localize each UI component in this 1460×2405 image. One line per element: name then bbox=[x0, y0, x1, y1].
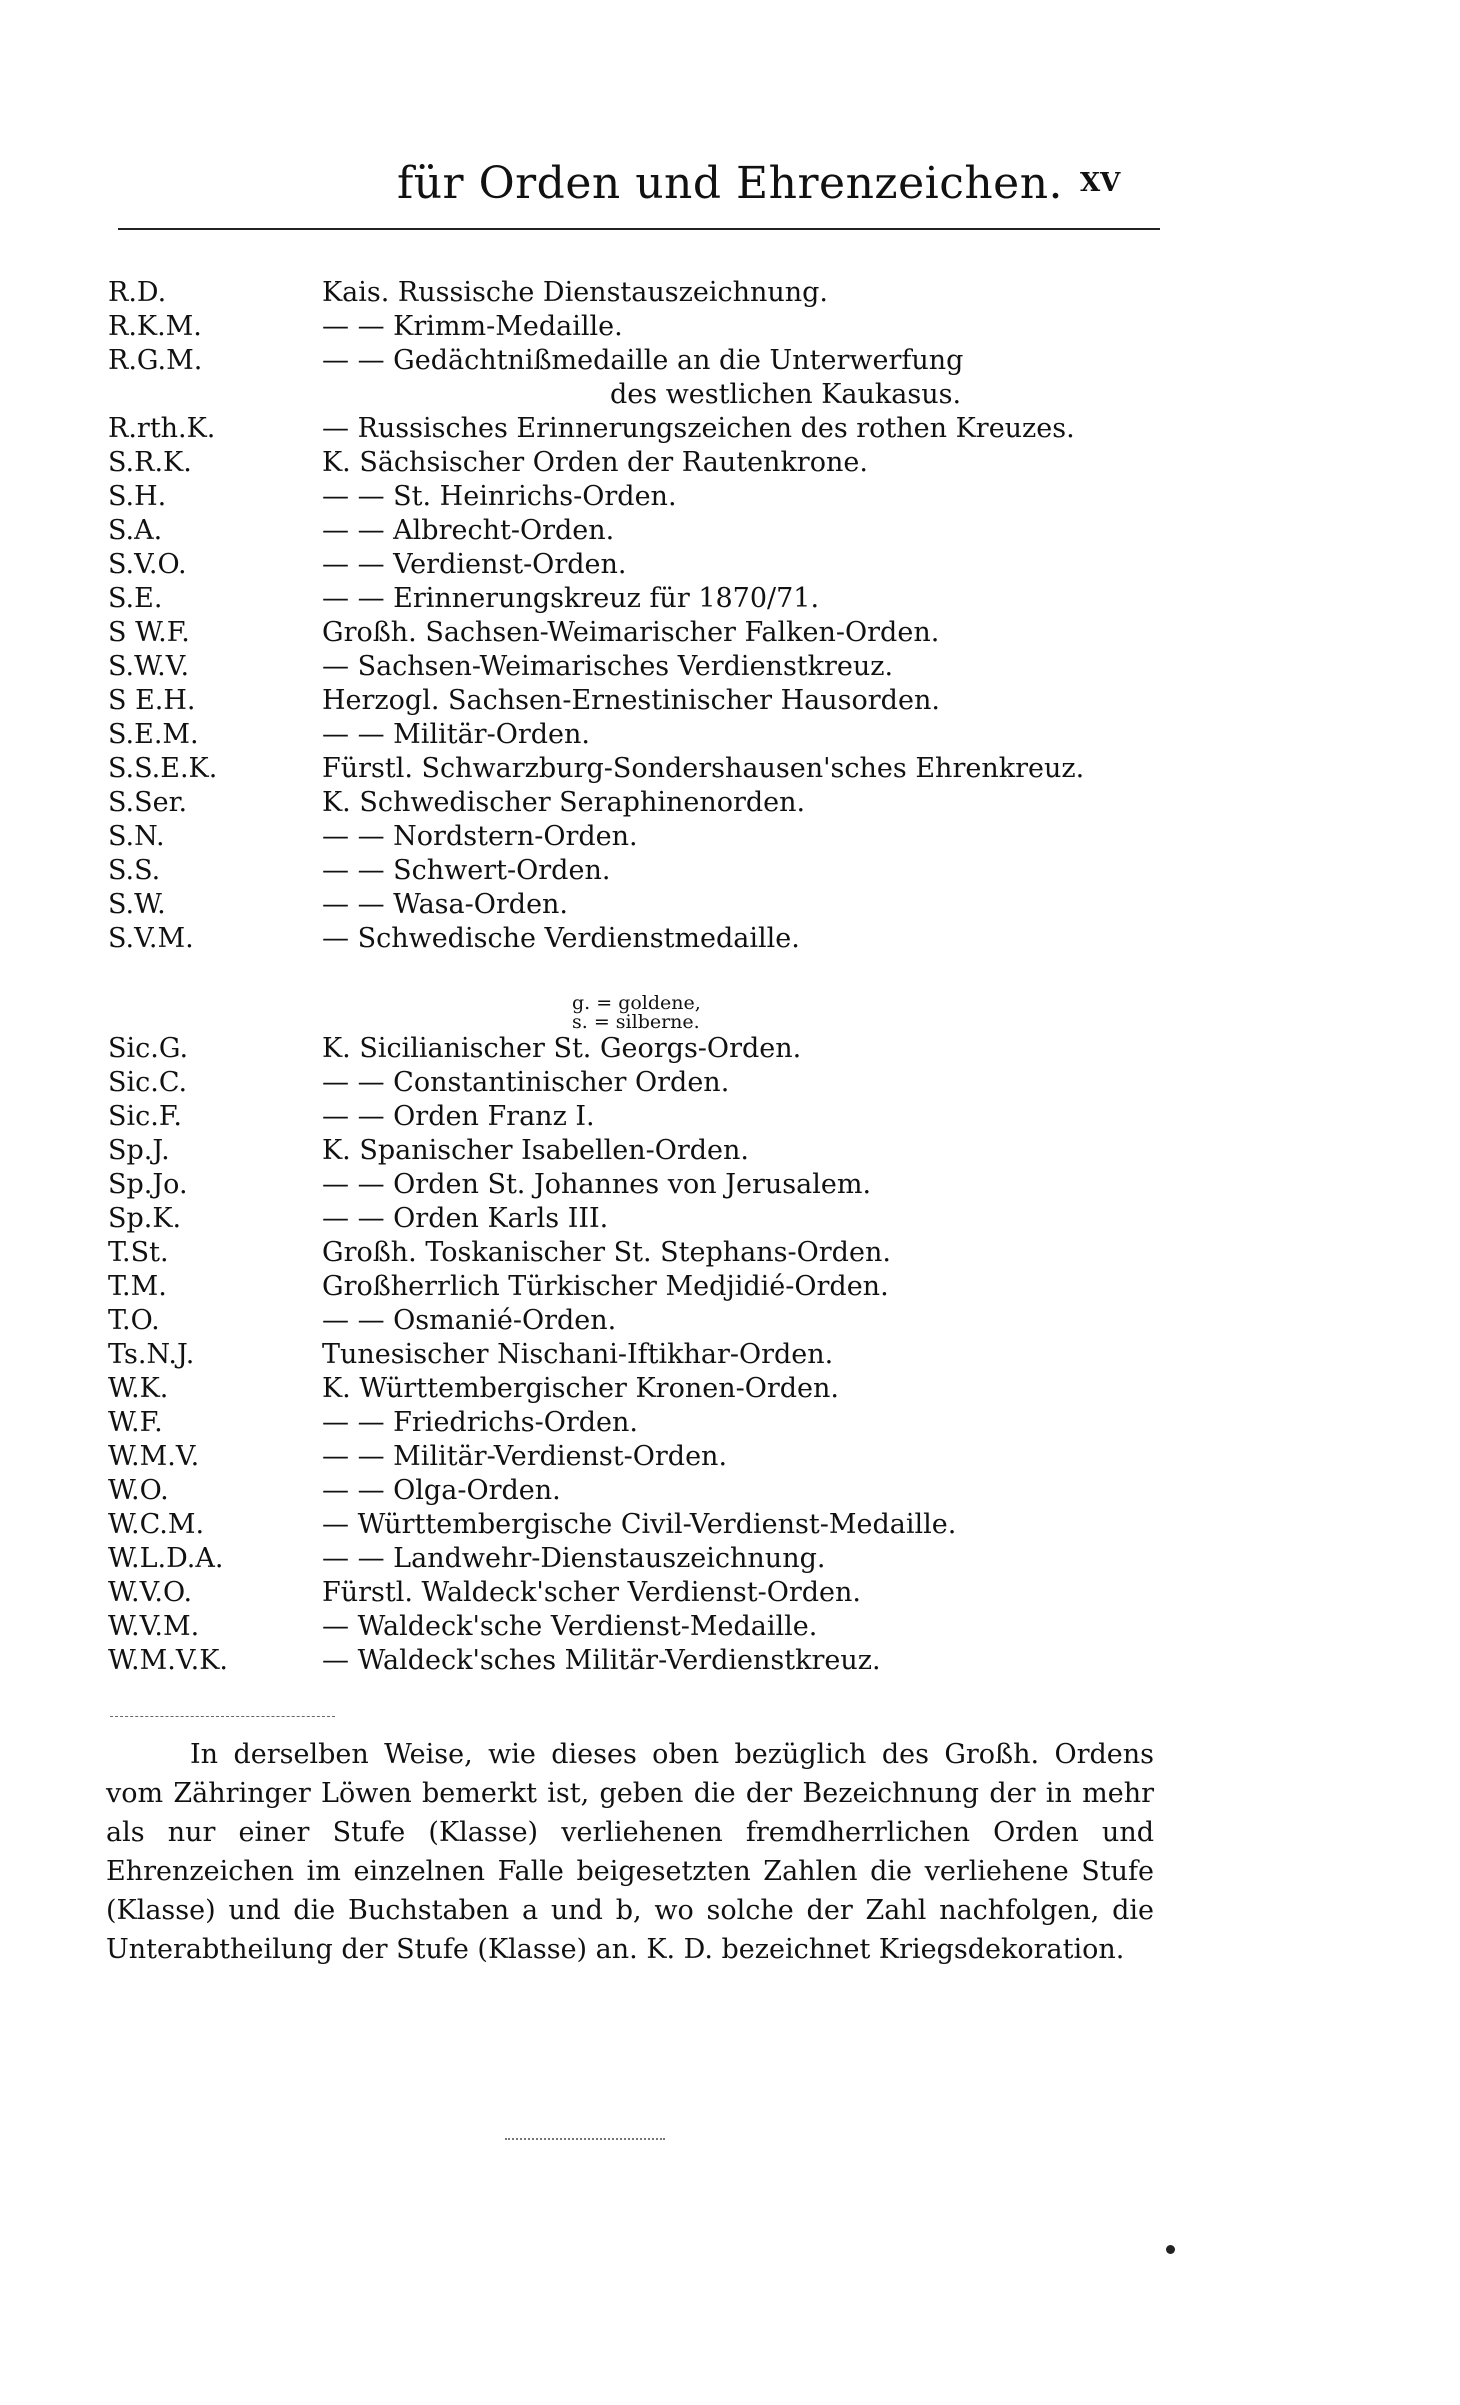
page-title: für Orden und Ehrenzeichen. bbox=[396, 158, 1064, 209]
list-item bbox=[0, 276, 1460, 310]
list-item bbox=[0, 1406, 1460, 1440]
abbreviation: Sic.F. bbox=[108, 1101, 182, 1132]
list-item bbox=[0, 684, 1460, 718]
list-item bbox=[0, 1134, 1460, 1168]
description: — — Osmanié-Orden. bbox=[322, 1305, 617, 1336]
description: K. Württembergischer Kronen-Orden. bbox=[322, 1373, 839, 1404]
abbreviation: S.R.K. bbox=[108, 447, 192, 478]
list-item bbox=[0, 922, 1460, 956]
list-item bbox=[0, 582, 1460, 616]
abbreviation: Sic.G. bbox=[108, 1033, 189, 1064]
abbreviation: T.O. bbox=[108, 1305, 160, 1336]
abbreviation: T.St. bbox=[108, 1237, 169, 1268]
abbreviation: Ts.N.J. bbox=[108, 1339, 195, 1370]
list-item bbox=[0, 888, 1460, 922]
list-item bbox=[0, 752, 1460, 786]
abbreviation: S.W. bbox=[108, 889, 166, 920]
abbreviation: R.G.M. bbox=[108, 345, 203, 376]
abbreviation: W.L.D.A. bbox=[108, 1543, 224, 1574]
abbreviation: S E.H. bbox=[108, 685, 196, 716]
list-item bbox=[0, 446, 1460, 480]
abbreviation: S.V.O. bbox=[108, 549, 187, 580]
abbreviation: R.K.M. bbox=[108, 311, 202, 342]
description: — — Orden St. Johannes von Jerusalem. bbox=[322, 1169, 872, 1200]
description: — — Albrecht-Orden. bbox=[322, 515, 615, 546]
description: Fürstl. Waldeck'scher Verdienst-Orden. bbox=[322, 1577, 861, 1608]
description: K. Spanischer Isabellen-Orden. bbox=[322, 1135, 749, 1166]
abbreviation: S.S. bbox=[108, 855, 161, 886]
abbreviation: S.E. bbox=[108, 583, 163, 614]
abbreviation: S W.F. bbox=[108, 617, 190, 648]
abbreviation: Sp.K. bbox=[108, 1203, 182, 1234]
header-rule bbox=[118, 228, 1160, 230]
description: — Russisches Erinnerungszeichen des rothen Kreuzes. bbox=[322, 413, 1075, 444]
list-item bbox=[0, 1338, 1460, 1372]
list-item bbox=[0, 1168, 1460, 1202]
list-item bbox=[0, 1542, 1460, 1576]
section-divider bbox=[110, 1716, 335, 1717]
description: Großh. Sachsen-Weimarischer Falken-Orden. bbox=[322, 617, 940, 648]
description: — — Constantinischer Orden. bbox=[322, 1067, 730, 1098]
description: Großh. Toskanischer St. Stephans-Orden. bbox=[322, 1237, 891, 1268]
list-item bbox=[0, 1202, 1460, 1236]
page-number: XV bbox=[1080, 168, 1121, 198]
description: — — Wasa-Orden. bbox=[322, 889, 569, 920]
list-item bbox=[0, 378, 1460, 412]
description: — — Orden Franz I. bbox=[322, 1101, 595, 1132]
description: — — Landwehr-Dienstauszeichnung. bbox=[322, 1543, 826, 1574]
abbreviation: W.V.M. bbox=[108, 1611, 200, 1642]
description: — — Friedrichs-Orden. bbox=[322, 1407, 639, 1438]
description: Kais. Russische Dienstauszeichnung. bbox=[322, 277, 828, 308]
list-item bbox=[0, 1066, 1460, 1100]
abbreviation: S.S.E.K. bbox=[108, 753, 218, 784]
list-item bbox=[0, 1474, 1460, 1508]
list-item bbox=[0, 650, 1460, 684]
description: — — Olga-Orden. bbox=[322, 1475, 561, 1506]
description: — — St. Heinrichs-Orden. bbox=[322, 481, 677, 512]
list-item bbox=[0, 1508, 1460, 1542]
list-item bbox=[0, 412, 1460, 446]
description: — — Gedächtnißmedaille an die Unterwerfung bbox=[322, 345, 964, 376]
abbreviation: S.H. bbox=[108, 481, 167, 512]
abbreviation: R.D. bbox=[108, 277, 167, 308]
abbreviation: S.W.V. bbox=[108, 651, 190, 682]
explanatory-paragraph: In derselben Weise, wie dieses oben bezüglich des Großh. Ordens vom Zähringer Löwen bemerkt ist, geben die der Bezeichnung der in mehr als nur einer Stufe (Klasse) verliehenen fremdherrlichen Orden und Ehrenzeichen im einzelnen Falle beigesetzten Zahlen die verliehene Stufe (Klasse) und die Buchstaben a und b, wo solche der Zahl nachfolgen, die Unterabtheilung der Stufe (Klasse) an. K. D. bezeichnet Kriegsdekoration. bbox=[106, 1739, 1154, 1965]
description: — — Nordstern-Orden. bbox=[322, 821, 638, 852]
abbreviation: W.M.V. bbox=[108, 1441, 200, 1472]
abbreviation: S.V.M. bbox=[108, 923, 194, 954]
abbreviation: S.E.M. bbox=[108, 719, 199, 750]
abbreviation: Sp.Jo. bbox=[108, 1169, 188, 1200]
list-item bbox=[0, 480, 1460, 514]
medal-note-silver: s. = silberne. bbox=[572, 1011, 700, 1033]
abbreviation: T.M. bbox=[108, 1271, 167, 1302]
ink-dot bbox=[1166, 2245, 1175, 2254]
description: — — Militär-Verdienst-Orden. bbox=[322, 1441, 728, 1472]
list-item bbox=[0, 1100, 1460, 1134]
description: Großherrlich Türkischer Medjidié-Orden. bbox=[322, 1271, 889, 1302]
list-item bbox=[0, 1440, 1460, 1474]
list-item bbox=[0, 1372, 1460, 1406]
list-item bbox=[0, 1576, 1460, 1610]
list-item bbox=[0, 1032, 1460, 1066]
abbreviation: Sic.C. bbox=[108, 1067, 188, 1098]
abbreviation: W.V.O. bbox=[108, 1577, 193, 1608]
list-item bbox=[0, 854, 1460, 888]
list-item bbox=[0, 310, 1460, 344]
abbreviation: Sp.J. bbox=[108, 1135, 170, 1166]
list-item bbox=[0, 1644, 1460, 1678]
description: — Waldeck'sche Verdienst-Medaille. bbox=[322, 1611, 818, 1642]
abbreviation: S.N. bbox=[108, 821, 165, 852]
abbreviation: W.K. bbox=[108, 1373, 169, 1404]
description: Herzogl. Sachsen-Ernestinischer Hausorden. bbox=[322, 685, 940, 716]
description: — — Erinnerungskreuz für 1870/71. bbox=[322, 583, 820, 614]
list-item bbox=[0, 1270, 1460, 1304]
end-ornament bbox=[505, 2138, 665, 2140]
description: K. Sicilianischer St. Georgs-Orden. bbox=[322, 1033, 802, 1064]
medal-note-gold: g. = goldene, bbox=[572, 992, 701, 1014]
description: — Sachsen-Weimarisches Verdienstkreuz. bbox=[322, 651, 894, 682]
description: des westlichen Kaukasus. bbox=[610, 379, 962, 410]
list-item bbox=[0, 820, 1460, 854]
description: — — Krimm-Medaille. bbox=[322, 311, 623, 342]
abbreviation: W.F. bbox=[108, 1407, 163, 1438]
list-item bbox=[0, 1304, 1460, 1338]
abbreviation: S.Ser. bbox=[108, 787, 188, 818]
description: — — Orden Karls III. bbox=[322, 1203, 609, 1234]
description: — Württembergische Civil-Verdienst-Medaille. bbox=[322, 1509, 957, 1540]
description: — Schwedische Verdienstmedaille. bbox=[322, 923, 800, 954]
list-item bbox=[0, 718, 1460, 752]
description: — — Schwert-Orden. bbox=[322, 855, 611, 886]
description: Tunesischer Nischani-Iftikhar-Orden. bbox=[322, 1339, 834, 1370]
abbreviation: W.O. bbox=[108, 1475, 169, 1506]
list-item bbox=[0, 548, 1460, 582]
description: K. Schwedischer Seraphinenorden. bbox=[322, 787, 806, 818]
list-item bbox=[0, 1610, 1460, 1644]
abbreviation: W.C.M. bbox=[108, 1509, 205, 1540]
abbreviation: S.A. bbox=[108, 515, 163, 546]
list-item bbox=[0, 514, 1460, 548]
description: K. Sächsischer Orden der Rautenkrone. bbox=[322, 447, 868, 478]
description: — — Militär-Orden. bbox=[322, 719, 590, 750]
list-item bbox=[0, 786, 1460, 820]
description: — Waldeck'sches Militär-Verdienstkreuz. bbox=[322, 1645, 881, 1676]
list-item bbox=[0, 344, 1460, 378]
list-item bbox=[0, 1236, 1460, 1270]
description: — — Verdienst-Orden. bbox=[322, 549, 627, 580]
abbreviation: R.rth.K. bbox=[108, 413, 216, 444]
description: Fürstl. Schwarzburg-Sondershausen'sches Ehrenkreuz. bbox=[322, 753, 1085, 784]
abbreviation: W.M.V.K. bbox=[108, 1645, 228, 1676]
list-item bbox=[0, 616, 1460, 650]
